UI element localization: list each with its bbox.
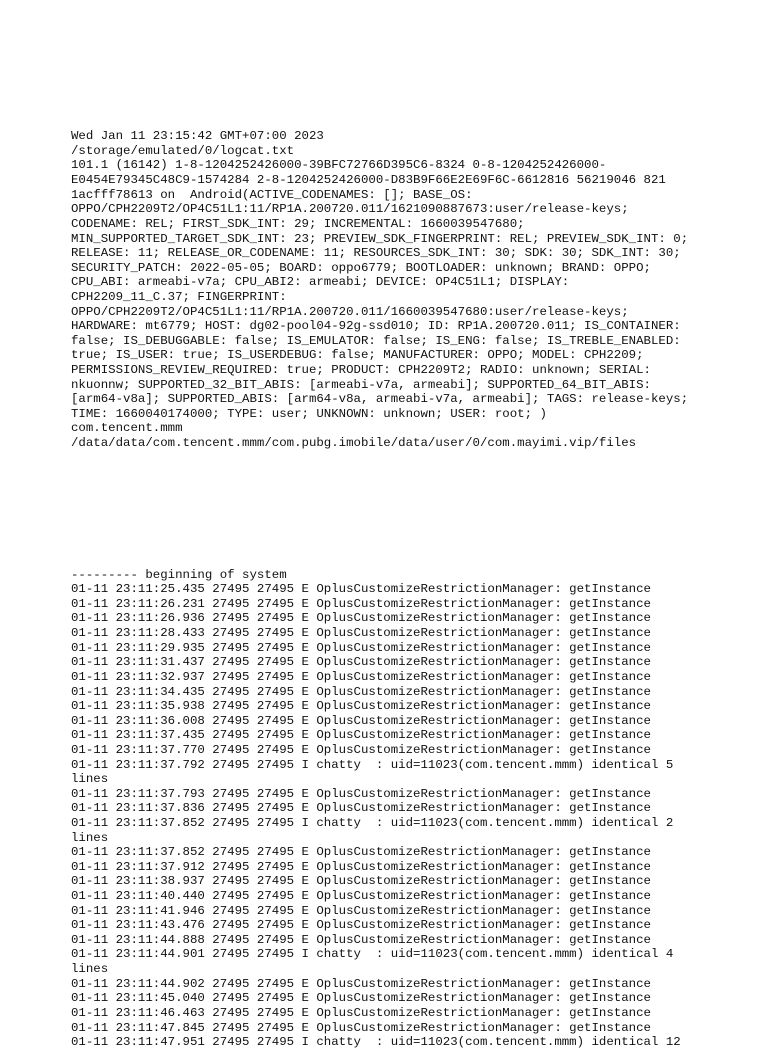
log-line: 01-11 23:11:28.433 27495 27495 E OplusCustomizeRestrictionManager: getInstance [71,626,651,641]
log-line: 01-11 23:11:38.937 27495 27495 E OplusCustomizeRestrictionManager: getInstance [71,874,651,889]
log-line: lines [71,772,109,787]
log-line: 01-11 23:11:32.937 27495 27495 E OplusCustomizeRestrictionManager: getInstance [71,669,651,684]
log-line: 01-11 23:11:37.852 27495 27495 I chatty : uid=11023(com.tencent.mmm) identical 2 [71,815,674,830]
header-line: CODENAME: REL; FIRST_SDK_INT: 29; INCREMENTAL: 1660039547680; [71,216,525,231]
log-line: 01-11 23:11:37.770 27495 27495 E OplusCustomizeRestrictionManager: getInstance [71,742,651,757]
log-line: 01-11 23:11:47.951 27495 27495 I chatty : uid=11023(com.tencent.mmm) identical 12 [71,1035,681,1050]
log-line: 01-11 23:11:37.836 27495 27495 E OplusCustomizeRestrictionManager: getInstance [71,801,651,816]
header-line: 1acfff78613 on Android(ACTIVE_CODENAMES: []; BASE_OS: [71,187,473,202]
device-info-header [71,129,711,450]
log-line: 01-11 23:11:43.476 27495 27495 E OplusCustomizeRestrictionManager: getInstance [71,918,651,933]
logcat-document [71,100,711,1064]
log-line: 01-11 23:11:47.845 27495 27495 E OplusCustomizeRestrictionManager: getInstance [71,1020,651,1035]
header-line: SECURITY_PATCH: 2022-05-05; BOARD: oppo6779; BOOTLOADER: unknown; BRAND: OPPO; [71,260,651,275]
log-line: 01-11 23:11:25.435 27495 27495 E OplusCustomizeRestrictionManager: getInstance [71,582,651,597]
log-line: 01-11 23:11:37.793 27495 27495 E OplusCustomizeRestrictionManager: getInstance [71,786,651,801]
header-line: true; IS_USER: true; IS_USERDEBUG: false; MANUFACTURER: OPPO; MODEL: CPH2209; [71,348,644,363]
log-line: 01-11 23:11:26.936 27495 27495 E OplusCustomizeRestrictionManager: getInstance [71,611,651,626]
log-line: 01-11 23:11:37.792 27495 27495 I chatty : uid=11023(com.tencent.mmm) identical 5 [71,757,674,772]
spacer [71,524,711,539]
log-line: 01-11 23:11:26.231 27495 27495 E OplusCustomizeRestrictionManager: getInstance [71,596,651,611]
header-line: PERMISSIONS_REVIEW_REQUIRED: true; PRODUCT: CPH2209T2; RADIO: unknown; SERIAL: [71,363,651,377]
log-line: 01-11 23:11:40.440 27495 27495 E OplusCustomizeRestrictionManager: getInstance [71,889,651,904]
spacer [71,480,711,495]
log-line: 01-11 23:11:36.008 27495 27495 E OplusCustomizeRestrictionManager: getInstance [71,713,651,728]
log-line: 01-11 23:11:45.040 27495 27495 E OplusCustomizeRestrictionManager: getInstance [71,991,651,1006]
header-line: OPPO/CPH2209T2/OP4C51L1:11/RP1A.200720.011/1660039547680:user/release-keys; [71,304,629,319]
log-line: 01-11 23:11:35.938 27495 27495 E OplusCustomizeRestrictionManager: getInstance [71,699,651,714]
header-line: OPPO/CPH2209T2/OP4C51L1:11/RP1A.200720.011/1621090887673:user/release-keys; [71,202,629,217]
log-line: 01-11 23:11:37.912 27495 27495 E OplusCustomizeRestrictionManager: getInstance [71,859,651,874]
header-line: /data/data/com.tencent.mmm/com.pubg.imobile/data/user/0/com.mayimi.vip/files [71,436,637,451]
header-line: com.tencent.mmm [71,421,183,436]
log-line: 01-11 23:11:44.888 27495 27495 E OplusCustomizeRestrictionManager: getInstance [71,932,651,947]
header-line: /storage/emulated/0/logcat.txt [71,143,295,158]
log-line: 01-11 23:11:44.901 27495 27495 I chatty : uid=11023(com.tencent.mmm) identical 4 [71,947,674,962]
header-line: CPU_ABI: armeabi-v7a; CPU_ABI2: armeabi; DEVICE: OP4C51L1; DISPLAY: [71,275,570,290]
header-line: HARDWARE: mt6779; HOST: dg02-pool04-92g-ssd010; ID: RP1A.200720.011; IS_CONTAINER: [71,319,681,334]
log-line: lines [71,962,109,977]
header-line: RELEASE: 11; RELEASE_OR_CODENAME: 11; RESOURCES_SDK_INT: 30; SDK: 30; SDK_INT: 30; [71,246,681,261]
log-line: 01-11 23:11:34.435 27495 27495 E OplusCustomizeRestrictionManager: getInstance [71,684,651,699]
header-line: CPH2209_11_C.37; FINGERPRINT: [71,289,287,304]
header-line: [arm64-v8a]; SUPPORTED_ABIS: [arm64-v8a, armeabi-v7a, armeabi]; TAGS: release-keys; [71,392,689,407]
log-line: 01-11 23:11:29.935 27495 27495 E OplusCustomizeRestrictionManager: getInstance [71,640,651,655]
log-line: 01-11 23:11:41.946 27495 27495 E OplusCustomizeRestrictionManager: getInstance [71,903,651,918]
log-line: 01-11 23:11:37.852 27495 27495 E OplusCustomizeRestrictionManager: getInstance [71,845,651,860]
header-line: MIN_SUPPORTED_TARGET_SDK_INT: 23; PREVIEW_SDK_FINGERPRINT: REL; PREVIEW_SDK_INT: 0; [71,231,689,246]
header-line: Wed Jan 11 23:15:42 GMT+07:00 2023 [71,129,324,144]
log-entries [71,568,711,1050]
header-line: E0454E79345C48C9-1574284 2-8-1204252426000-D83B9F66E2E69F6C-6612816 56219046 821 [71,173,666,188]
log-line: 01-11 23:11:46.463 27495 27495 E OplusCustomizeRestrictionManager: getInstance [71,1005,651,1020]
log-line: 01-11 23:11:37.435 27495 27495 E OplusCustomizeRestrictionManager: getInstance [71,728,651,743]
log-line: 01-11 23:11:44.902 27495 27495 E OplusCustomizeRestrictionManager: getInstance [71,976,651,991]
log-line: 01-11 23:11:31.437 27495 27495 E OplusCustomizeRestrictionManager: getInstance [71,655,651,670]
header-line: 101.1 (16142) 1-8-1204252426000-39BFC72766D395C6-8324 0-8-1204252426000- [71,158,607,173]
header-line: TIME: 1660040174000; TYPE: user; UNKNOWN: unknown; USER: root; ) [71,406,547,421]
header-line: false; IS_DEBUGGABLE: false; IS_EMULATOR: false; IS_ENG: false; IS_TREBLE_ENABLED: [71,333,681,348]
header-line: nkuonnw; SUPPORTED_32_BIT_ABIS: [armeabi-v7a, armeabi]; SUPPORTED_64_BIT_ABIS: [71,377,651,392]
log-line: lines [71,830,109,845]
log-line: --------- beginning of system [71,567,287,582]
